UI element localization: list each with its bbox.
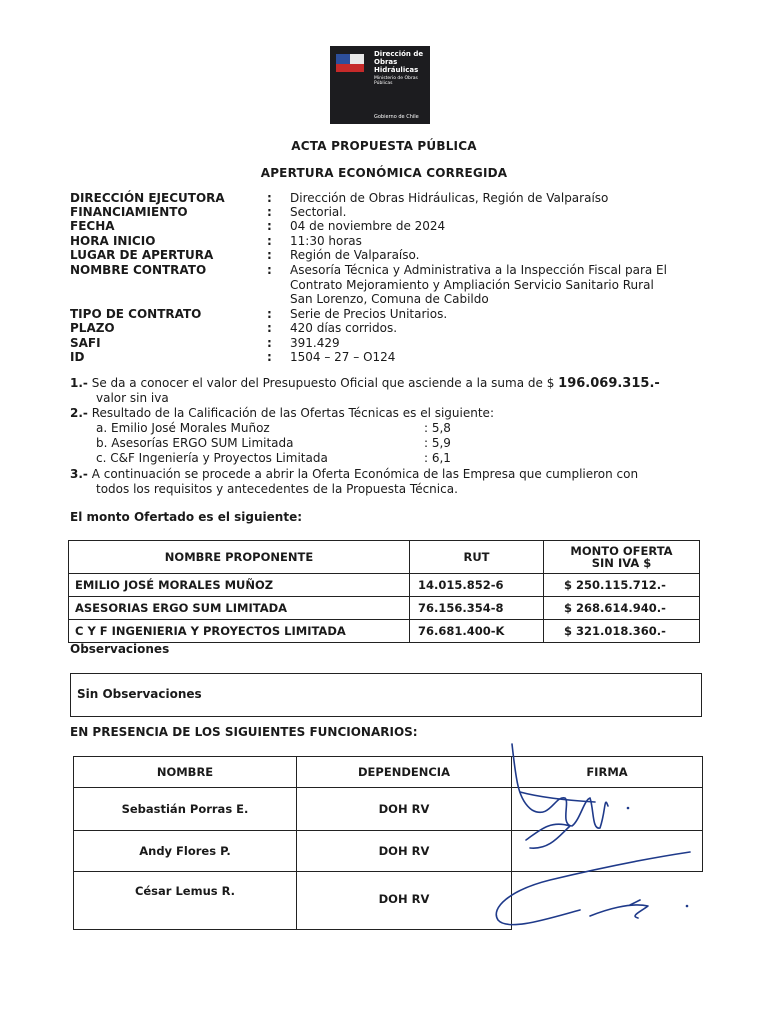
column-header: DEPENDENCIA: [297, 757, 512, 788]
column-header: MONTO OFERTA SIN IVA $: [544, 541, 700, 574]
field-value: Dirección de Obras Hidráulicas, Región de Valparaíso: [290, 191, 609, 205]
official-dept: DOH RV: [297, 788, 512, 831]
field-label: FINANCIAMIENTO: [70, 205, 188, 219]
bid-amount: $ 250.115.712.-: [544, 574, 700, 597]
logo-text: Dirección de Obras Hidráulicas: [374, 50, 424, 74]
field-label: HORA INICIO: [70, 234, 156, 248]
field-value: 391.429: [290, 336, 340, 350]
bid-amount: $ 321.018.360.-: [544, 620, 700, 643]
field-value: Serie de Precios Unitarios.: [290, 307, 448, 321]
column-header: RUT: [410, 541, 544, 574]
field-value: Región de Valparaíso.: [290, 248, 420, 262]
bidder-rut: 76.681.400-K: [410, 620, 544, 643]
bidder-rut: 76.156.354-8: [410, 597, 544, 620]
ink-dot: [627, 807, 630, 810]
bids-heading: El monto Ofertado es el siguiente:: [70, 510, 303, 524]
colon: :: [267, 321, 272, 335]
bidder-name: C Y F INGENIERIA Y PROYECTOS LIMITADA: [69, 620, 410, 643]
official-name: Sebastián Porras E.: [74, 788, 297, 831]
signature-2: [496, 852, 690, 925]
budget-amount: 196.069.315.-: [558, 376, 660, 391]
flag-white: [350, 54, 364, 64]
column-header: NOMBRE PROPONENTE: [69, 541, 410, 574]
official-dept: DOH RV: [297, 831, 512, 872]
document-title: ACTA PROPUESTA PÚBLICA: [291, 139, 477, 153]
flag-red: [336, 64, 364, 72]
item-3: [70, 467, 710, 482]
item-text: Se da a conocer el valor del Presupuesto Oficial que asciende a la suma de $: [87, 376, 559, 390]
field-label: LUGAR DE APERTURA: [70, 248, 214, 262]
signatures-drawing: [480, 740, 720, 950]
score-value: : 5,9: [424, 436, 451, 450]
field-label: FECHA: [70, 219, 115, 233]
bid-amount: $ 268.614.940.-: [544, 597, 700, 620]
field-value: Contrato Mejoramiento y Ampliación Servicio Sanitario Rural: [290, 278, 654, 292]
logo-government: Gobierno de Chile: [374, 114, 419, 120]
item-text: A continuación se procede a abrir la Oferta Económica de las Empresa que cumplieron con: [87, 467, 639, 481]
field-value: 11:30 horas: [290, 234, 362, 248]
item-3-line2: todos los requisitos y antecedentes de la Propuesta Técnica.: [96, 482, 458, 496]
official-dept: DOH RV: [297, 872, 512, 930]
field-value: Asesoría Técnica y Administrativa a la Inspección Fiscal para El: [290, 263, 667, 277]
colon: :: [267, 248, 272, 262]
field-label: PLAZO: [70, 321, 115, 335]
colon: :: [267, 205, 272, 219]
score-value: : 6,1: [424, 451, 451, 465]
colon: :: [267, 219, 272, 233]
observations-box: [70, 673, 702, 717]
field-label: SAFI: [70, 336, 101, 350]
observations-heading: Observaciones: [70, 642, 170, 656]
signature-1: [512, 744, 608, 828]
score-value: : 5,8: [424, 421, 451, 435]
ink-dot: [686, 905, 689, 908]
colon: :: [267, 307, 272, 321]
field-value: 420 días corridos.: [290, 321, 398, 335]
colon: :: [267, 263, 272, 277]
field-label: DIRECCIÓN EJECUTORA: [70, 191, 225, 205]
table-header-row: [69, 541, 700, 574]
flag-blue: [336, 54, 350, 64]
column-header: FIRMA: [512, 757, 703, 788]
item-2: [70, 406, 494, 421]
score-label: b. Asesorías ERGO SUM Limitada: [96, 436, 294, 450]
item-number: 1.-: [70, 376, 88, 390]
table-row: [69, 620, 700, 643]
document-subtitle: APERTURA ECONÓMICA CORREGIDA: [260, 166, 508, 180]
column-header: NOMBRE: [74, 757, 297, 788]
table-row: [69, 597, 700, 620]
observations-text: Sin Observaciones: [77, 687, 202, 701]
logo-ministry: Ministerio de Obras Públicas: [374, 76, 418, 86]
item-number: 2.-: [70, 406, 88, 420]
doh-logo: [330, 46, 430, 124]
bids-table: [68, 540, 700, 643]
colon: :: [267, 191, 272, 205]
bidder-name: ASESORIAS ERGO SUM LIMITADA: [69, 597, 410, 620]
score-label: a. Emilio José Morales Muñoz: [96, 421, 270, 435]
colon: :: [267, 350, 272, 364]
item-number: 3.-: [70, 467, 88, 481]
field-value: Sectorial.: [290, 205, 347, 219]
item-1-line2: valor sin iva: [96, 391, 169, 405]
colon: :: [267, 336, 272, 350]
field-value: 04 de noviembre de 2024: [290, 219, 446, 233]
field-value: 1504 – 27 – O124: [290, 350, 396, 364]
official-name: Andy Flores P.: [74, 831, 297, 872]
bidder-name: EMILIO JOSÉ MORALES MUÑOZ: [69, 574, 410, 597]
field-value: San Lorenzo, Comuna de Cabildo: [290, 292, 489, 306]
bidder-rut: 14.015.852-6: [410, 574, 544, 597]
officials-heading: EN PRESENCIA DE LOS SIGUIENTES FUNCIONARIOS:: [70, 725, 418, 739]
signature-3: [590, 905, 648, 918]
field-label: NOMBRE CONTRATO: [70, 263, 207, 277]
item-text: Resultado de la Calificación de las Ofertas Técnicas es el siguiente:: [87, 406, 494, 420]
colon: :: [267, 234, 272, 248]
table-row: [69, 574, 700, 597]
field-label: TIPO DE CONTRATO: [70, 307, 202, 321]
field-label: ID: [70, 350, 85, 364]
item-1: [70, 376, 710, 391]
score-label: c. C&F Ingeniería y Proyectos Limitada: [96, 451, 328, 465]
official-name: César Lemus R.: [74, 872, 297, 930]
